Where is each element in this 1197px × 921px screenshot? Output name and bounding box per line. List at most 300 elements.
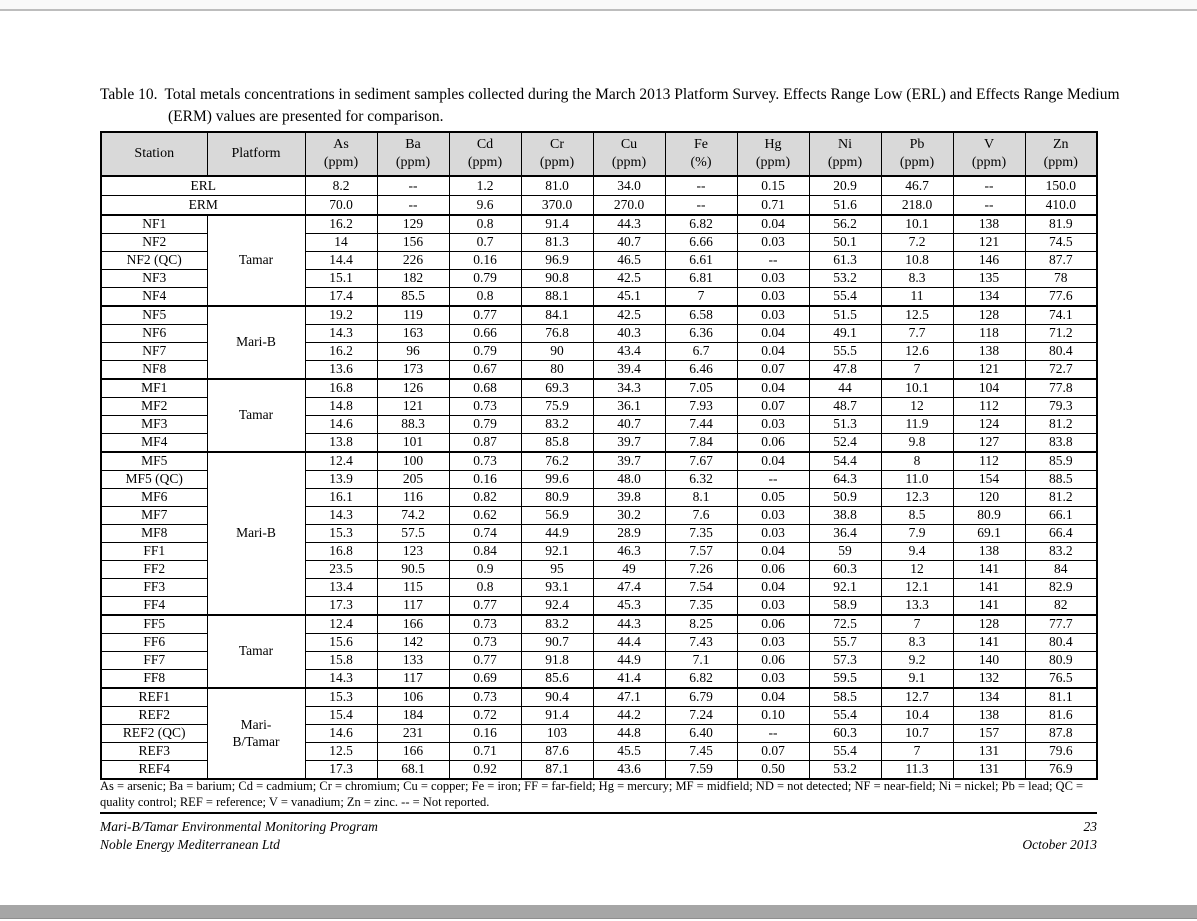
value-cell: 10.1 — [881, 215, 953, 234]
value-cell: 106 — [377, 688, 449, 707]
page-footer — [100, 812, 1097, 854]
value-cell: 44.9 — [521, 525, 593, 543]
value-cell: 17.3 — [305, 761, 377, 780]
value-cell: 71.2 — [1025, 325, 1097, 343]
value-cell: 40.3 — [593, 325, 665, 343]
station-cell: FF1 — [101, 543, 207, 561]
value-cell: 157 — [953, 725, 1025, 743]
table-title-text: Total metals concentrations in sediment samples collected during the March 2013 Platform Survey. Effects Range Low (ERL) and Effects Range Medium (ERM) values are presented for comparison. — [164, 86, 1120, 125]
value-cell: 0.73 — [449, 634, 521, 652]
value-cell: 6.81 — [665, 270, 737, 288]
header-cell: Platform — [207, 132, 305, 176]
value-cell: 84 — [1025, 561, 1097, 579]
value-cell: 80.9 — [953, 507, 1025, 525]
value-cell: 16.1 — [305, 489, 377, 507]
value-cell: 0.16 — [449, 471, 521, 489]
value-cell: 15.6 — [305, 634, 377, 652]
value-cell: 82 — [1025, 597, 1097, 616]
value-cell: 85.6 — [521, 670, 593, 689]
value-cell: 182 — [377, 270, 449, 288]
value-cell: 88.1 — [521, 288, 593, 307]
value-cell: 104 — [953, 379, 1025, 398]
value-cell: 0.03 — [737, 597, 809, 616]
value-cell: 51.5 — [809, 306, 881, 325]
value-cell: 13.3 — [881, 597, 953, 616]
value-cell: 119 — [377, 306, 449, 325]
value-cell: 370.0 — [521, 196, 593, 216]
value-cell: 44.3 — [593, 215, 665, 234]
value-cell: 36.1 — [593, 398, 665, 416]
value-cell: 7.84 — [665, 434, 737, 453]
value-cell: 6.40 — [665, 725, 737, 743]
value-cell: 8.3 — [881, 634, 953, 652]
value-cell: 0.72 — [449, 707, 521, 725]
value-cell: 54.4 — [809, 452, 881, 471]
value-cell: 28.9 — [593, 525, 665, 543]
value-cell: 44.3 — [593, 615, 665, 634]
value-cell: 0.8 — [449, 579, 521, 597]
table-row — [101, 306, 1097, 325]
value-cell: 0.03 — [737, 670, 809, 689]
value-cell: 6.32 — [665, 471, 737, 489]
value-cell: 7.7 — [881, 325, 953, 343]
value-cell: 34.0 — [593, 176, 665, 196]
value-cell: 34.3 — [593, 379, 665, 398]
station-cell: MF4 — [101, 434, 207, 453]
window-chrome-strip — [0, 0, 1197, 11]
value-cell: 44.9 — [593, 652, 665, 670]
value-cell: 141 — [953, 579, 1025, 597]
value-cell: 0.69 — [449, 670, 521, 689]
value-cell: 0.84 — [449, 543, 521, 561]
value-cell: 14.3 — [305, 325, 377, 343]
header-cell: Cr (ppm) — [521, 132, 593, 176]
table-row — [101, 615, 1097, 634]
value-cell: 0.10 — [737, 707, 809, 725]
value-cell: 36.4 — [809, 525, 881, 543]
value-cell: 0.62 — [449, 507, 521, 525]
value-cell: 8.3 — [881, 270, 953, 288]
value-cell: 55.7 — [809, 634, 881, 652]
value-cell: 75.9 — [521, 398, 593, 416]
value-cell: 0.03 — [737, 270, 809, 288]
value-cell: 124 — [953, 416, 1025, 434]
value-cell: 81.2 — [1025, 489, 1097, 507]
station-cell: REF2 (QC) — [101, 725, 207, 743]
value-cell: 14.3 — [305, 670, 377, 689]
value-cell: 55.5 — [809, 343, 881, 361]
value-cell: 7.26 — [665, 561, 737, 579]
value-cell: 83.2 — [1025, 543, 1097, 561]
table-title-label: Table 10. — [100, 86, 158, 103]
value-cell: 6.79 — [665, 688, 737, 707]
value-cell: 58.9 — [809, 597, 881, 616]
value-cell: 51.6 — [809, 196, 881, 216]
value-cell: 141 — [953, 561, 1025, 579]
value-cell: 0.8 — [449, 215, 521, 234]
value-cell: 270.0 — [593, 196, 665, 216]
value-cell: -- — [953, 176, 1025, 196]
value-cell: 128 — [953, 306, 1025, 325]
value-cell: 80 — [521, 361, 593, 380]
value-cell: 12.3 — [881, 489, 953, 507]
value-cell: 40.7 — [593, 234, 665, 252]
value-cell: 49 — [593, 561, 665, 579]
value-cell: 87.7 — [1025, 252, 1097, 270]
header-cell: Zn (ppm) — [1025, 132, 1097, 176]
value-cell: 163 — [377, 325, 449, 343]
value-cell: 7.05 — [665, 379, 737, 398]
value-cell: 76.2 — [521, 452, 593, 471]
value-cell: 12.4 — [305, 615, 377, 634]
value-cell: 7.45 — [665, 743, 737, 761]
value-cell: 12.1 — [881, 579, 953, 597]
value-cell: 70.0 — [305, 196, 377, 216]
value-cell: 7.44 — [665, 416, 737, 434]
value-cell: 16.8 — [305, 543, 377, 561]
value-cell: 7.43 — [665, 634, 737, 652]
value-cell: 12.7 — [881, 688, 953, 707]
station-cell: MF6 — [101, 489, 207, 507]
value-cell: 14.3 — [305, 507, 377, 525]
value-cell: 166 — [377, 615, 449, 634]
value-cell: 12.6 — [881, 343, 953, 361]
station-cell: MF5 (QC) — [101, 471, 207, 489]
table-row — [101, 215, 1097, 234]
value-cell: 0.7 — [449, 234, 521, 252]
value-cell: -- — [377, 176, 449, 196]
value-cell: 64.3 — [809, 471, 881, 489]
value-cell: 8.25 — [665, 615, 737, 634]
value-cell: 77.7 — [1025, 615, 1097, 634]
value-cell: 0.03 — [737, 634, 809, 652]
value-cell: 81.6 — [1025, 707, 1097, 725]
value-cell: 15.1 — [305, 270, 377, 288]
value-cell: 0.06 — [737, 615, 809, 634]
value-cell: 7.35 — [665, 597, 737, 616]
value-cell: 87.8 — [1025, 725, 1097, 743]
value-cell: 50.1 — [809, 234, 881, 252]
value-cell: 79.3 — [1025, 398, 1097, 416]
value-cell: 123 — [377, 543, 449, 561]
value-cell: 76.5 — [1025, 670, 1097, 689]
value-cell: 0.03 — [737, 525, 809, 543]
value-cell: 8 — [881, 452, 953, 471]
header-cell: Cu (ppm) — [593, 132, 665, 176]
metals-table — [100, 131, 1098, 780]
value-cell: 101 — [377, 434, 449, 453]
value-cell: 44.2 — [593, 707, 665, 725]
footer-right — [1022, 818, 1097, 854]
value-cell: 9.4 — [881, 543, 953, 561]
value-cell: 39.4 — [593, 361, 665, 380]
value-cell: 0.04 — [737, 379, 809, 398]
value-cell: 184 — [377, 707, 449, 725]
value-cell: 134 — [953, 688, 1025, 707]
table-row — [101, 452, 1097, 471]
value-cell: 92.1 — [809, 579, 881, 597]
footer-program: Mari-B/Tamar Environmental Monitoring Program — [100, 819, 378, 834]
header-cell: Cd (ppm) — [449, 132, 521, 176]
value-cell: 9.8 — [881, 434, 953, 453]
value-cell: 92.4 — [521, 597, 593, 616]
value-cell: 129 — [377, 215, 449, 234]
value-cell: 15.3 — [305, 688, 377, 707]
value-cell: 12.5 — [881, 306, 953, 325]
value-cell: -- — [737, 252, 809, 270]
station-cell: REF1 — [101, 688, 207, 707]
station-cell: NF4 — [101, 288, 207, 307]
value-cell: 91.4 — [521, 215, 593, 234]
value-cell: 74.5 — [1025, 234, 1097, 252]
value-cell: 14.8 — [305, 398, 377, 416]
value-cell: 39.7 — [593, 434, 665, 453]
value-cell: 47.4 — [593, 579, 665, 597]
value-cell: 134 — [953, 288, 1025, 307]
value-cell: 0.03 — [737, 288, 809, 307]
value-cell: 10.1 — [881, 379, 953, 398]
station-cell: MF2 — [101, 398, 207, 416]
value-cell: 14.6 — [305, 416, 377, 434]
station-cell: FF4 — [101, 597, 207, 616]
value-cell: 231 — [377, 725, 449, 743]
station-cell: FF7 — [101, 652, 207, 670]
value-cell: 0.16 — [449, 725, 521, 743]
value-cell: 138 — [953, 215, 1025, 234]
value-cell: 59.5 — [809, 670, 881, 689]
value-cell: 7.24 — [665, 707, 737, 725]
value-cell: 38.8 — [809, 507, 881, 525]
value-cell: 83.2 — [521, 416, 593, 434]
platform-cell: Tamar — [207, 379, 305, 452]
value-cell: 13.9 — [305, 471, 377, 489]
value-cell: 44.8 — [593, 725, 665, 743]
value-cell: 0.66 — [449, 325, 521, 343]
value-cell: -- — [665, 196, 737, 216]
value-cell: 6.61 — [665, 252, 737, 270]
value-cell: 92.1 — [521, 543, 593, 561]
value-cell: 43.4 — [593, 343, 665, 361]
header-cell: Ba (ppm) — [377, 132, 449, 176]
table-row — [101, 379, 1097, 398]
value-cell: 0.73 — [449, 452, 521, 471]
value-cell: 14 — [305, 234, 377, 252]
value-cell: 15.4 — [305, 707, 377, 725]
station-cell: REF3 — [101, 743, 207, 761]
value-cell: 7.9 — [881, 525, 953, 543]
value-cell: 0.79 — [449, 343, 521, 361]
value-cell: 72.5 — [809, 615, 881, 634]
value-cell: 96.9 — [521, 252, 593, 270]
value-cell: 39.8 — [593, 489, 665, 507]
value-cell: 50.9 — [809, 489, 881, 507]
value-cell: 8.1 — [665, 489, 737, 507]
value-cell: 0.50 — [737, 761, 809, 780]
value-cell: 9.6 — [449, 196, 521, 216]
value-cell: 16.8 — [305, 379, 377, 398]
value-cell: 81.2 — [1025, 416, 1097, 434]
horizontal-scrollbar[interactable] — [0, 905, 1197, 919]
value-cell: 142 — [377, 634, 449, 652]
value-cell: 7.67 — [665, 452, 737, 471]
value-cell: 410.0 — [1025, 196, 1097, 216]
value-cell: 88.5 — [1025, 471, 1097, 489]
value-cell: 7.35 — [665, 525, 737, 543]
value-cell: 112 — [953, 452, 1025, 471]
value-cell: 138 — [953, 707, 1025, 725]
value-cell: 76.9 — [1025, 761, 1097, 780]
value-cell: 103 — [521, 725, 593, 743]
value-cell: 56.2 — [809, 215, 881, 234]
value-cell: 7.1 — [665, 652, 737, 670]
value-cell: 51.3 — [809, 416, 881, 434]
value-cell: 12 — [881, 561, 953, 579]
value-cell: 66.4 — [1025, 525, 1097, 543]
value-cell: 47.8 — [809, 361, 881, 380]
value-cell: 74.2 — [377, 507, 449, 525]
value-cell: 6.46 — [665, 361, 737, 380]
value-cell: 90.8 — [521, 270, 593, 288]
value-cell: 0.04 — [737, 543, 809, 561]
value-cell: 23.5 — [305, 561, 377, 579]
value-cell: 83.8 — [1025, 434, 1097, 453]
value-cell: 0.77 — [449, 306, 521, 325]
header-cell: Ni (ppm) — [809, 132, 881, 176]
header-cell: Fe (%) — [665, 132, 737, 176]
value-cell: 84.1 — [521, 306, 593, 325]
value-cell: 55.4 — [809, 288, 881, 307]
value-cell: 116 — [377, 489, 449, 507]
value-cell: 0.06 — [737, 561, 809, 579]
platform-cell: Mari-B — [207, 306, 305, 379]
value-cell: 53.2 — [809, 761, 881, 780]
station-cell: MF7 — [101, 507, 207, 525]
value-cell: 0.77 — [449, 652, 521, 670]
value-cell: 140 — [953, 652, 1025, 670]
value-cell: 121 — [377, 398, 449, 416]
value-cell: 0.03 — [737, 416, 809, 434]
value-cell: 0.82 — [449, 489, 521, 507]
value-cell: 45.5 — [593, 743, 665, 761]
value-cell: 60.3 — [809, 725, 881, 743]
value-cell: 9.1 — [881, 670, 953, 689]
value-cell: 17.4 — [305, 288, 377, 307]
value-cell: 11.0 — [881, 471, 953, 489]
value-cell: 7 — [881, 615, 953, 634]
station-cell: FF3 — [101, 579, 207, 597]
value-cell: 11 — [881, 288, 953, 307]
value-cell: 126 — [377, 379, 449, 398]
value-cell: 154 — [953, 471, 1025, 489]
footer-left — [100, 818, 378, 854]
value-cell: 226 — [377, 252, 449, 270]
value-cell: 133 — [377, 652, 449, 670]
value-cell: 0.79 — [449, 416, 521, 434]
table-header — [101, 132, 1097, 176]
value-cell: 39.7 — [593, 452, 665, 471]
value-cell: 61.3 — [809, 252, 881, 270]
value-cell: 138 — [953, 543, 1025, 561]
value-cell: 9.2 — [881, 652, 953, 670]
value-cell: 42.5 — [593, 270, 665, 288]
limit-label-cell: ERM — [101, 196, 305, 216]
value-cell: -- — [377, 196, 449, 216]
value-cell: 6.58 — [665, 306, 737, 325]
value-cell: 49.1 — [809, 325, 881, 343]
value-cell: 0.92 — [449, 761, 521, 780]
value-cell: -- — [953, 196, 1025, 216]
value-cell: 10.4 — [881, 707, 953, 725]
value-cell: 1.2 — [449, 176, 521, 196]
value-cell: 12.4 — [305, 452, 377, 471]
value-cell: 173 — [377, 361, 449, 380]
value-cell: 91.4 — [521, 707, 593, 725]
value-cell: 100 — [377, 452, 449, 471]
limit-row — [101, 176, 1097, 196]
station-cell: NF7 — [101, 343, 207, 361]
limit-row — [101, 196, 1097, 216]
value-cell: 0.73 — [449, 615, 521, 634]
value-cell: 11.3 — [881, 761, 953, 780]
value-cell: 80.9 — [521, 489, 593, 507]
platform-cell: Mari- B/Tamar — [207, 688, 305, 779]
value-cell: 72.7 — [1025, 361, 1097, 380]
value-cell: 15.8 — [305, 652, 377, 670]
value-cell: 0.67 — [449, 361, 521, 380]
station-cell: FF2 — [101, 561, 207, 579]
header-cell: V (ppm) — [953, 132, 1025, 176]
station-cell: MF8 — [101, 525, 207, 543]
station-cell: MF5 — [101, 452, 207, 471]
value-cell: 69.1 — [953, 525, 1025, 543]
value-cell: 79.6 — [1025, 743, 1097, 761]
value-cell: 6.82 — [665, 670, 737, 689]
value-cell: 80.4 — [1025, 634, 1097, 652]
value-cell: 69.3 — [521, 379, 593, 398]
value-cell: 81.3 — [521, 234, 593, 252]
value-cell: 11.9 — [881, 416, 953, 434]
header-cell: Station — [101, 132, 207, 176]
value-cell: 0.07 — [737, 398, 809, 416]
value-cell: 12 — [881, 398, 953, 416]
value-cell: 88.3 — [377, 416, 449, 434]
value-cell: 6.82 — [665, 215, 737, 234]
value-cell: 74.1 — [1025, 306, 1097, 325]
value-cell: 115 — [377, 579, 449, 597]
value-cell: 0.71 — [449, 743, 521, 761]
value-cell: 44 — [809, 379, 881, 398]
table-title — [100, 84, 1153, 127]
value-cell: 0.79 — [449, 270, 521, 288]
value-cell: 19.2 — [305, 306, 377, 325]
value-cell: 48.0 — [593, 471, 665, 489]
value-cell: 59 — [809, 543, 881, 561]
value-cell: 47.1 — [593, 688, 665, 707]
station-cell: NF6 — [101, 325, 207, 343]
station-cell: NF2 — [101, 234, 207, 252]
value-cell: 0.71 — [737, 196, 809, 216]
value-cell: 0.73 — [449, 398, 521, 416]
value-cell: 14.4 — [305, 252, 377, 270]
value-cell: 0.03 — [737, 507, 809, 525]
station-cell: FF5 — [101, 615, 207, 634]
value-cell: 12.5 — [305, 743, 377, 761]
value-cell: 81.0 — [521, 176, 593, 196]
value-cell: 77.6 — [1025, 288, 1097, 307]
value-cell: 13.8 — [305, 434, 377, 453]
value-cell: 57.3 — [809, 652, 881, 670]
value-cell: 132 — [953, 670, 1025, 689]
